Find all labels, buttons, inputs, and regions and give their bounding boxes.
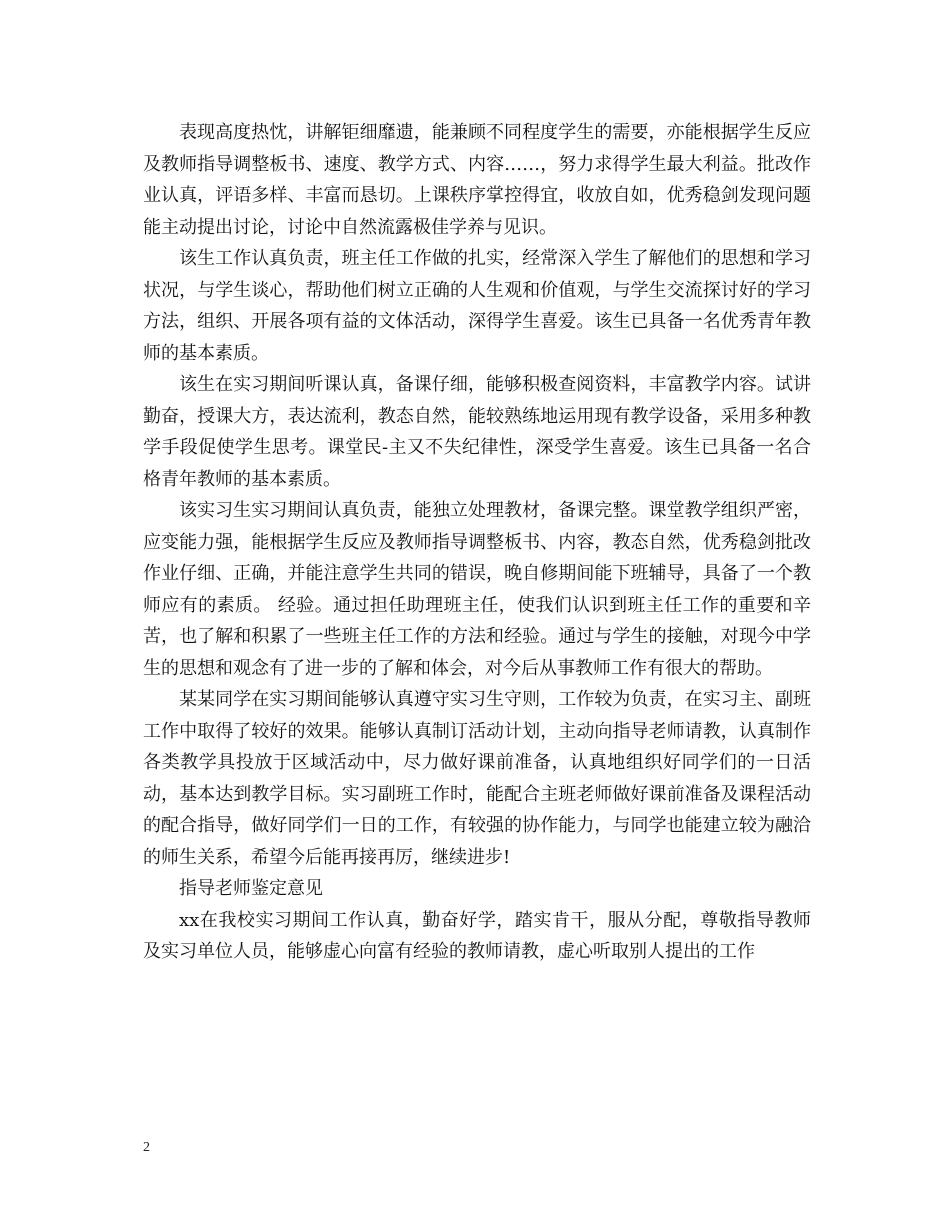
paragraph-4: 该实习生实习期间认真负责，能独立处理教材，备课完整。课堂教学组织严密，应变能力强，能根据学生反应及教师指导调整板书、内容，教态自然，优秀稳剑批改作业仔细、正确，并能注意学生共同的错误，晚自修期间能下班辅导，具备了一个教师应有的素质。 经验。通过担任助理班主任，使我们认识到班主任工作的重要和辛苦，也了解和积累了一些班主任工作的方法和经验。通过与学生的接触，对现今中学生的思想和观念有了进一步的了解和体会，对今后从事教师工作有很大的帮助。 xyxy=(143,500,811,679)
paragraph-3: 该生在实习期间听课认真，备课仔细，能够积极查阅资料，丰富教学内容。试讲勤奋，授课大方，表达流利，教态自然，能较熟练地运用现有教学设备，采用多种教学手段促使学生思考。课堂民-主又不失纪律性，深受学生喜爱。该生已具备一名合格青年教师的基本素质。 xyxy=(143,374,811,490)
section-heading: 指导老师鉴定意见 xyxy=(179,878,323,899)
paragraph-5: 某某同学在实习期间能够认真遵守实习生守则，工作较为负责，在实习主、副班工作中取得了较好的效果。能够认真制订活动计划，主动向指导老师请教，认真制作各类教学具投放于区域活动中，尽力做好课前准备，认真地组织好同学们的一日活动，基本达到教学目标。实习副班工作时，能配合主班老师做好课前准备及课程活动的配合指导，做好同学们一日的工作，有较强的协作能力，与同学也能建立较为融洽的师生关系，希望今后能再接再厉，继续进步! xyxy=(143,689,811,868)
paragraph-2: 该生工作认真负责，班主任工作做的扎实，经常深入学生了解他们的思想和学习状况，与学生谈心，帮助他们树立正确的人生观和价值观，与学生交流探讨好的学习方法，组织、开展各项有益的文体活动，深得学生喜爱。该生已具备一名优秀青年教师的基本素质。 xyxy=(143,248,811,364)
page-number: 2 xyxy=(143,1140,150,1155)
paragraph-1: 表现高度热忱，讲解钜细靡遗，能兼顾不同程度学生的需要，亦能根据学生反应及教师指导调整板书、速度、教学方式、内容……，努力求得学生最大利益。批改作业认真，评语多样、丰富而恳切。上课秩序掌控得宜，收放自如，优秀稳剑发现问题能主动提出讨论，讨论中自然流露极佳学养与见识。 xyxy=(143,122,811,238)
paragraph-6: xx在我校实习期间工作认真，勤奋好学，踏实肯干，服从分配，尊敬指导教师及实习单位人员，能够虚心向富有经验的教师请教，虚心听取别人提出的工作 xyxy=(143,909,811,962)
document-body xyxy=(143,117,811,968)
